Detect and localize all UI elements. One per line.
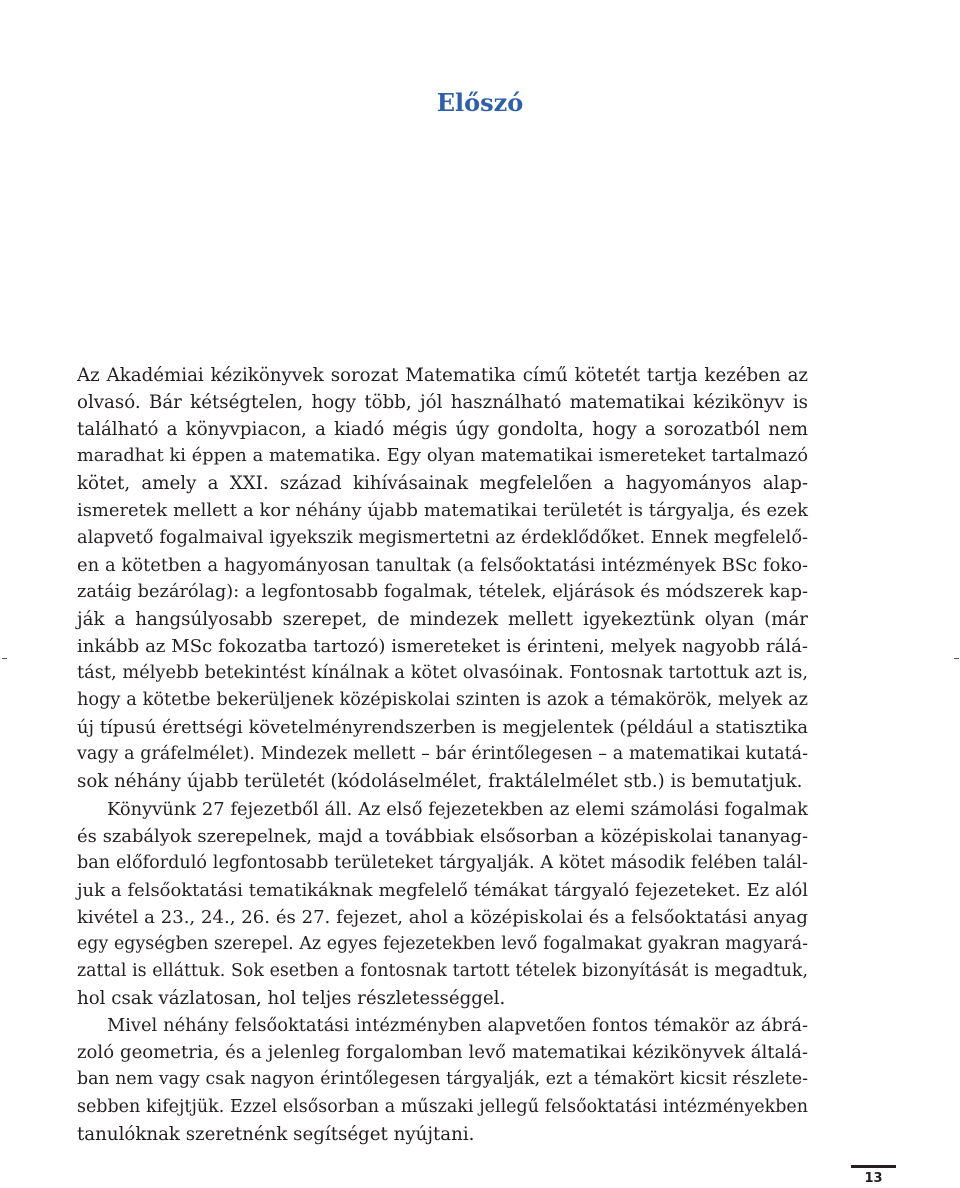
body-line: vagy a gráfelmélet). Mindezek mellett – bár érintőlegesen – a matematikai kutatá- <box>77 744 808 765</box>
preface-body <box>77 362 808 1148</box>
body-line: zatáig bezárólag): a legfontosabb fogalmak, tételek, eljárások és módszerek kap- <box>77 581 808 602</box>
body-line: ismeretek mellett a kor néhány újabb matematikai területét is tárgyalja, és ezek <box>77 500 808 522</box>
body-line: sok néhány újabb területét (kódoláselmélet, fraktálelmélet stb.) is bemutatjuk. <box>77 771 803 793</box>
body-line: található a könyvpiacon, a kiadó mégis úgy gondolta, hogy a sorozatból nem <box>77 419 808 441</box>
body-line: és szabályok szerepelnek, majd a továbbiak elsősorban a középiskolai tananyag- <box>77 825 808 847</box>
body-line: ban nem vagy csak nagyon érintőlegesen tárgyalják, ezt a témakört kicsit részlete- <box>77 1069 808 1090</box>
body-line: ják a hangsúlyosabb szerepet, de mindezek mellett igyekeztünk olyan (már <box>77 608 808 630</box>
body-line: Könyvünk 27 fejezetből áll. Az első fejezetekben az elemi számolási fogalmak <box>107 798 808 820</box>
page-number-rule <box>851 1165 896 1168</box>
body-line: hogy a kötetbe bekerüljenek középiskolai szinten is azok a témakörök, melyek az <box>77 690 808 711</box>
body-line: hol csak vázlatosan, hol teljes részletességgel. <box>77 988 506 1010</box>
body-line: zattal is elláttuk. Sok esetben a fontosnak tartott tételek bizonyítását is megadtuk, <box>77 961 808 982</box>
body-line: tanulóknak szeretnénk segítséget nyújtani. <box>77 1123 475 1145</box>
body-line: inkább az MSc fokozatba tartozó) ismereteket is érinteni, melyek nagyobb rálá- <box>77 635 808 657</box>
body-line: olvasó. Bár kétségtelen, hogy több, jól használható matematikai kézikönyv is <box>77 392 808 414</box>
body-line: kivétel a 23., 24., 26. és 27. fejezet, ahol a középiskolai és a felsőoktatási anyag <box>77 906 808 928</box>
body-line: ban előforduló legfontosabb területeket tárgyalják. A kötet második felében talál- <box>77 852 808 873</box>
crop-mark-left <box>2 658 7 659</box>
body-line: en a kötetben a hagyományosan tanultak (a felsőoktatási intézmények BSc foko- <box>77 554 808 576</box>
body-line: maradhat ki éppen a matematika. Egy olyan matematikai ismereteket tartalmazó <box>77 446 808 467</box>
crop-mark-right <box>954 658 959 659</box>
body-line: kötet, amely a XXI. század kihívásainak megfelelően a hagyományos alap- <box>77 473 808 495</box>
body-line: sebben kifejtjük. Ezzel elsősorban a műszaki jellegű felsőoktatási intézményekben <box>77 1096 808 1117</box>
body-line: Mivel néhány felsőoktatási intézményben alapvetően fontos témakör az ábrá- <box>107 1015 808 1037</box>
body-line: Az Akadémiai kézikönyvek sorozat Matematika című kötetét tartja kezében az <box>77 365 808 386</box>
page-number: 13 <box>864 1171 883 1186</box>
body-line: juk a felsőoktatási tematikáknak megfelelő témákat tárgyaló fejezeteket. Ez alól <box>77 879 808 901</box>
body-line: egy egységben szerepel. Az egyes fejezetekben levő fogalmakat gyakran magyará- <box>77 933 808 954</box>
body-line: új típusú érettségi követelményrendszerben is megjelentek (például a statisztika <box>77 717 808 739</box>
page-title: Előszó <box>436 88 524 117</box>
body-line: alapvető fogalmaival igyekszik megismertetni az érdeklődőket. Ennek megfelelő- <box>77 527 808 548</box>
body-line: tást, mélyebb betekintést kínálnak a kötet olvasóinak. Fontosnak tartottuk azt is, <box>77 663 808 684</box>
body-line: zoló geometria, és a jelenleg forgalomban levő matematikai kézikönyvek általá- <box>77 1042 808 1064</box>
